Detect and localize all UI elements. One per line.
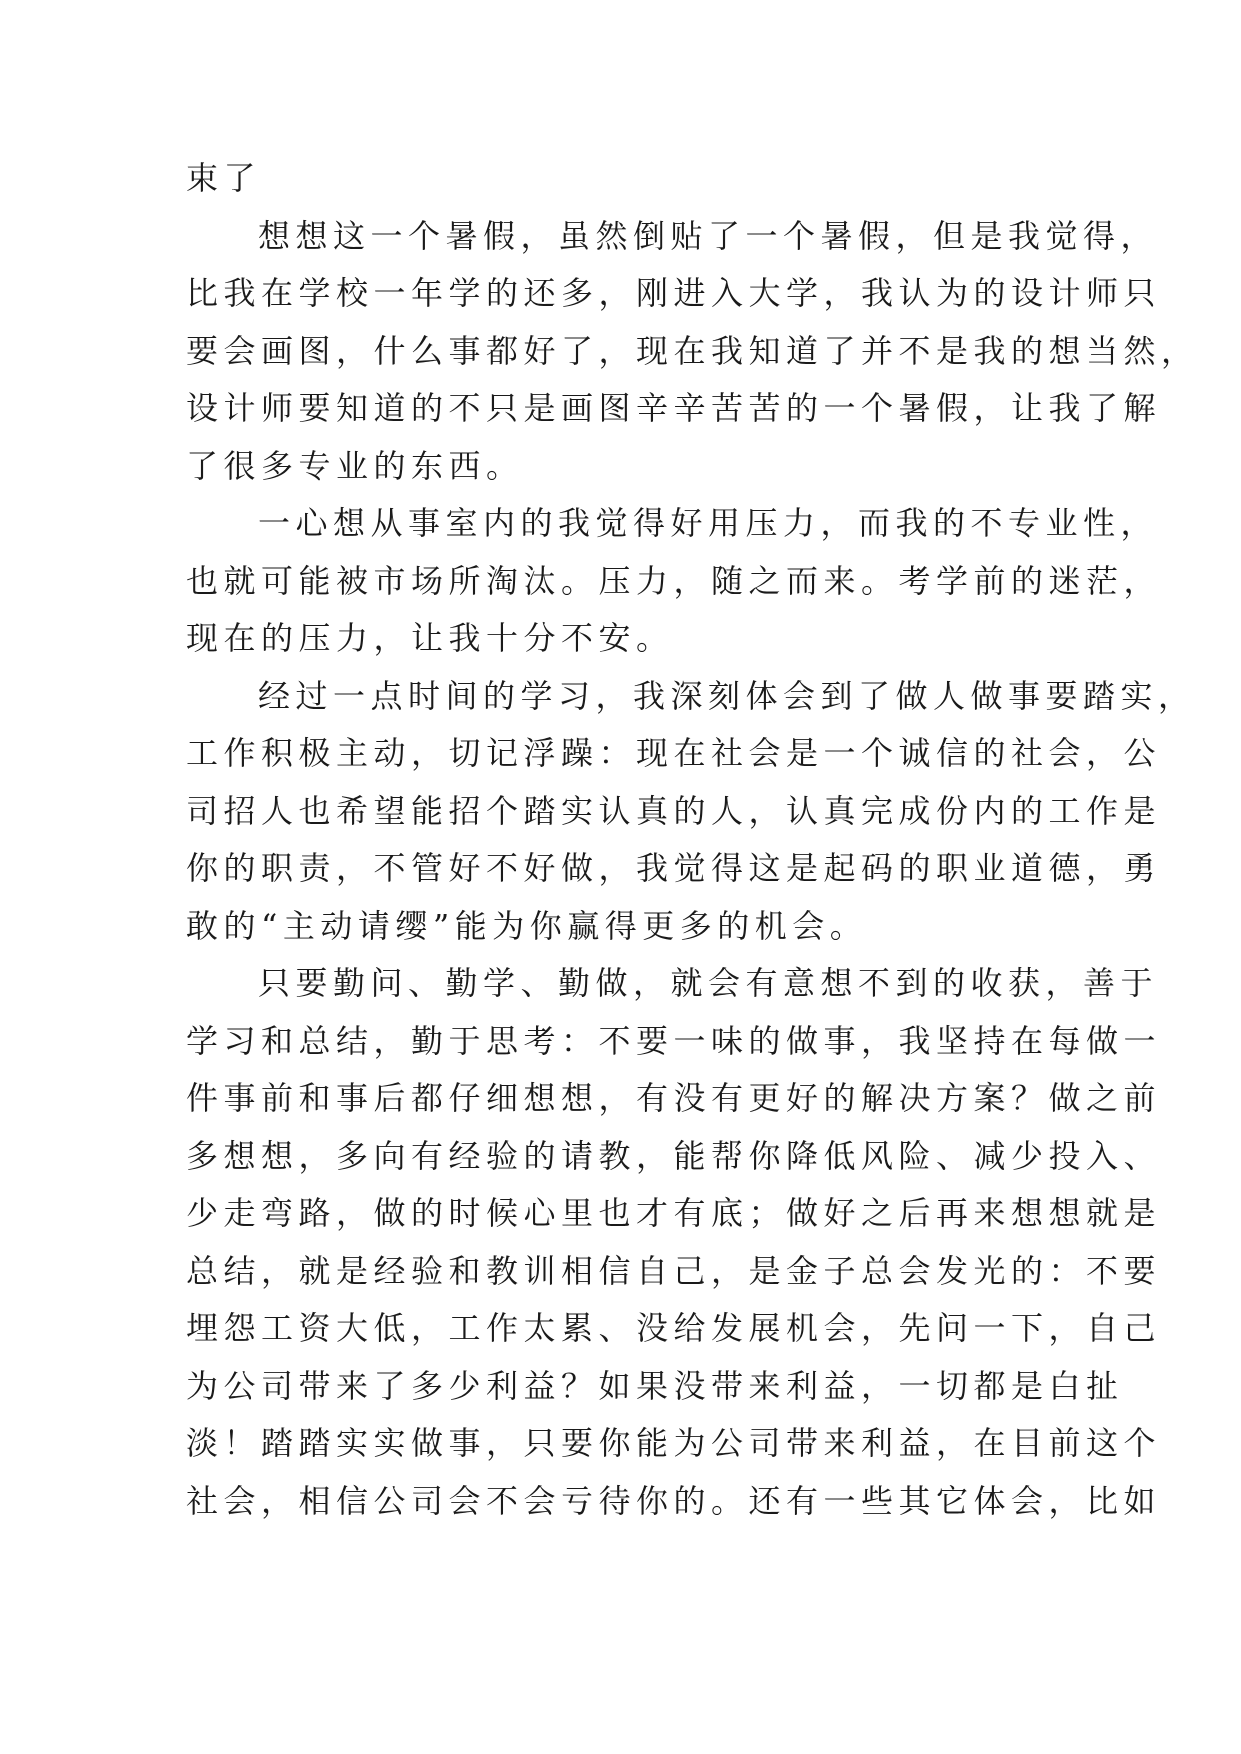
text-line: 司招人也希望能招个踏实认真的人，认真完成份内的工作是 xyxy=(186,791,1162,830)
document-body xyxy=(186,150,1199,1530)
paragraph-start-line: 一心想从事室内的我觉得好用压力，而我的不专业性， xyxy=(258,504,1159,542)
text-line: 也就可能被市场所淘汰。压力，随之而来。考学前的迷茫， xyxy=(186,561,1162,600)
text-line: 现在的压力，让我十分不安。 xyxy=(186,619,674,657)
text-line: 为公司带来了多少利益？如果没带来利益，一切都是白扯 xyxy=(186,1366,1124,1405)
text-line: 比我在学校一年学的还多，刚进入大学，我认为的设计师只 xyxy=(186,274,1162,312)
text-line: 了很多专业的东西。 xyxy=(186,446,524,485)
text-line: 工作积极主动，切记浮躁：现在社会是一个诚信的社会，公 xyxy=(186,734,1162,772)
text-line: 你的职责，不管好不好做，我觉得这是起码的职业道德，勇 xyxy=(186,849,1162,887)
text-line: 多想想，多向有经验的请教，能帮你降低风险、减少投入、 xyxy=(186,1136,1162,1175)
text-line: 束了 xyxy=(186,159,262,197)
text-line: 敢的“主动请缨”能为你赢得更多的机会。 xyxy=(186,906,868,945)
text-line: 设计师要知道的不只是画图辛辛苦苦的一个暑假，让我了解 xyxy=(186,389,1162,427)
paragraph-start-line: 经过一点时间的学习，我深刻体会到了做人做事要踏实， xyxy=(258,676,1196,715)
text-line: 总结，就是经验和教训相信自己，是金子总会发光的：不要 xyxy=(186,1251,1162,1290)
paragraph-start-line: 想想这一个暑假，虽然倒贴了一个暑假，但是我觉得， xyxy=(258,216,1159,255)
text-line: 社会，相信公司会不会亏待你的。还有一些其它体会，比如 xyxy=(186,1481,1162,1520)
text-line: 少走弯路，做的时候心里也才有底；做好之后再来想想就是 xyxy=(186,1194,1162,1232)
text-line: 埋怨工资大低，工作太累、没给发展机会，先问一下，自己 xyxy=(186,1309,1162,1347)
text-line: 要会画图，什么事都好了，现在我知道了并不是我的想当然， xyxy=(186,331,1199,370)
paragraph-start-line: 只要勤问、勤学、勤做，就会有意想不到的收获，善于 xyxy=(258,964,1159,1002)
text-line: 件事前和事后都仔细想想，有没有更好的解决方案？做之前 xyxy=(186,1079,1162,1117)
text-line: 学习和总结，勤于思考：不要一味的做事，我坚持在每做一 xyxy=(186,1021,1162,1060)
text-line: 淡！踏踏实实做事，只要你能为公司带来利益，在目前这个 xyxy=(186,1424,1162,1462)
